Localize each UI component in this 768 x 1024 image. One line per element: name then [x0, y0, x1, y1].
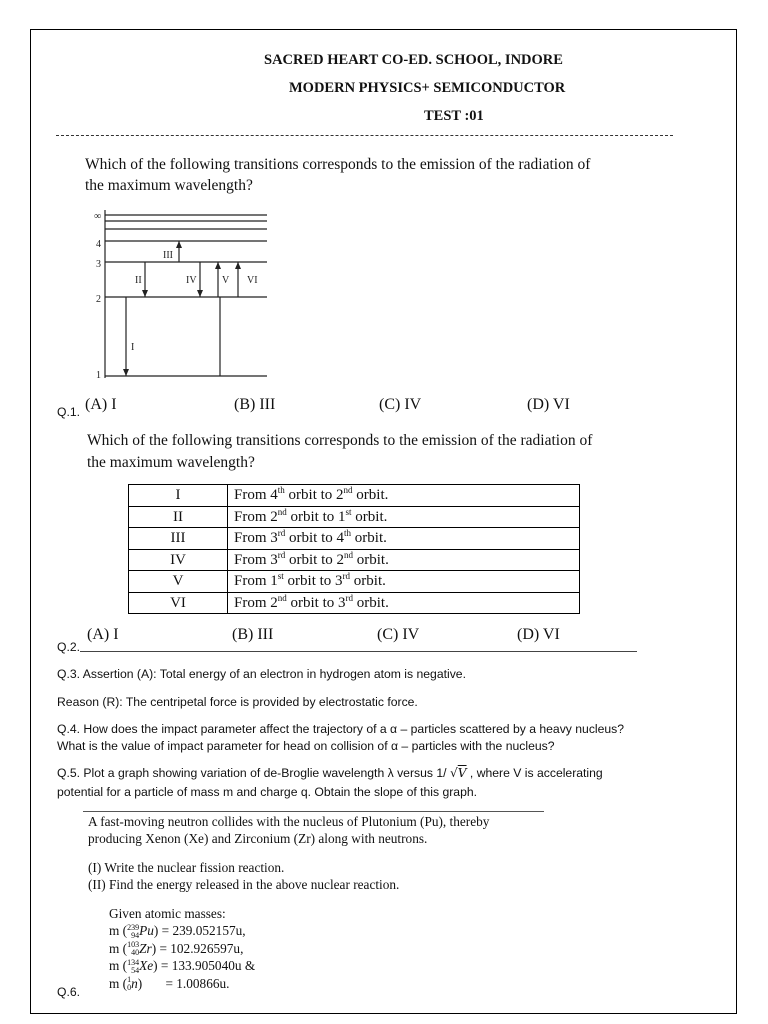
table-row	[129, 571, 580, 593]
q2-option-a: (A) I	[87, 626, 119, 643]
transitions-table	[128, 484, 580, 614]
q1-number: Q.1.	[57, 405, 81, 419]
level-label-4: 4	[96, 239, 101, 250]
arrow-II	[142, 290, 148, 297]
q2-option-d: (D) VI	[517, 626, 560, 643]
header-divider	[56, 135, 673, 136]
table-row	[129, 506, 580, 528]
arrow-III	[176, 241, 182, 248]
q2-number: Q.2.	[57, 640, 81, 654]
mass-line: m ( 134 54 Xe) = 133.905040u &	[109, 957, 256, 975]
q6-number: Q.6.	[57, 985, 81, 999]
q5-line1: Q.5. Plot a graph showing variation of de-Broglie wavelength λ versus 1/ √V , where V is accelerating	[57, 766, 603, 780]
label-II: II	[135, 275, 142, 286]
q1-option-c: (C) IV	[379, 396, 422, 413]
arrow-I	[123, 369, 129, 376]
row-description: From 3rd orbit to 2nd orbit.	[228, 549, 580, 571]
level-label-2: 2	[96, 294, 101, 305]
q4-line2: What is the value of impact parameter for head on collision of α – particles with the nucleus?	[57, 739, 555, 753]
row-label: V	[129, 571, 228, 593]
q2-option-b: (B) III	[232, 626, 274, 643]
row-label: VI	[129, 592, 228, 614]
q1-option-b: (B) III	[234, 396, 276, 413]
level-label-inf: ∞	[94, 211, 102, 222]
mass-line: m ( 239 94 Pu) = 239.052157u,	[109, 922, 246, 940]
test-number: TEST :01	[424, 108, 484, 124]
label-III: III	[163, 250, 173, 261]
arrow-VI	[235, 262, 241, 269]
mass-line: m ( 1 0 n) = 1.00866u.	[109, 975, 230, 993]
q1-option-a: (A) I	[85, 396, 117, 413]
row-description: From 2nd orbit to 1st orbit.	[228, 506, 580, 528]
label-I: I	[131, 342, 135, 353]
level-label-3: 3	[96, 259, 101, 270]
arrow-IV	[197, 290, 203, 297]
energy-level-diagram	[85, 205, 275, 390]
q6-mass-list	[109, 923, 255, 993]
q3-reason: Reason (R): The centripetal force is provided by electrostatic force.	[57, 695, 418, 709]
row-label: IV	[129, 549, 228, 571]
row-label: I	[129, 485, 228, 507]
table-row	[129, 485, 580, 507]
arrow-V	[215, 262, 221, 269]
q6-part2: (II) Find the energy released in the above nuclear reaction.	[88, 877, 400, 892]
label-VI: VI	[247, 275, 258, 286]
q6-part1: (I) Write the nuclear fission reaction.	[88, 860, 285, 875]
table-row	[129, 592, 580, 614]
q6-stem-line1: A fast-moving neutron collides with the nucleus of Plutonium (Pu), thereby	[88, 814, 490, 829]
q6-topline	[83, 811, 544, 812]
row-description: From 4th orbit to 2nd orbit.	[228, 485, 580, 507]
q2-underline	[80, 651, 637, 652]
school-name: SACRED HEART CO-ED. SCHOOL, INDORE	[264, 52, 563, 68]
row-label: III	[129, 528, 228, 550]
q1-option-d: (D) VI	[527, 396, 570, 413]
q4-line1: Q.4. How does the impact parameter affect the trajectory of a α – particles scattered by a heavy nucleus?	[57, 722, 625, 736]
q2-option-c: (C) IV	[377, 626, 420, 643]
label-V: V	[222, 275, 230, 286]
q2-stem-line1: Which of the following transitions corresponds to the emission of the radiation of	[87, 432, 593, 449]
row-description: From 1st orbit to 3rd orbit.	[228, 571, 580, 593]
q3-assertion: Q.3. Assertion (A): Total energy of an electron in hydrogen atom is negative.	[57, 667, 466, 681]
label-IV: IV	[186, 275, 197, 286]
row-label: II	[129, 506, 228, 528]
level-label-1: 1	[96, 370, 101, 381]
mass-line: m ( 103 40 Zr) = 102.926597u,	[109, 940, 244, 958]
test-subject: MODERN PHYSICS+ SEMICONDUCTOR	[289, 80, 566, 96]
q1-stem-line2: the maximum wavelength?	[85, 177, 253, 194]
row-description: From 2nd orbit to 3rd orbit.	[228, 592, 580, 614]
q6-given: Given atomic masses:	[109, 906, 226, 921]
table-row	[129, 528, 580, 550]
q6-stem-line2: producing Xenon (Xe) and Zirconium (Zr) along with neutrons.	[88, 831, 428, 846]
row-description: From 3rd orbit to 4th orbit.	[228, 528, 580, 550]
q1-stem-line1: Which of the following transitions corresponds to the emission of the radiation of	[85, 156, 591, 173]
q2-stem-line2: the maximum wavelength?	[87, 454, 255, 471]
table-row	[129, 549, 580, 571]
q5-line2: potential for a particle of mass m and charge q. Obtain the slope of this graph.	[57, 785, 478, 799]
